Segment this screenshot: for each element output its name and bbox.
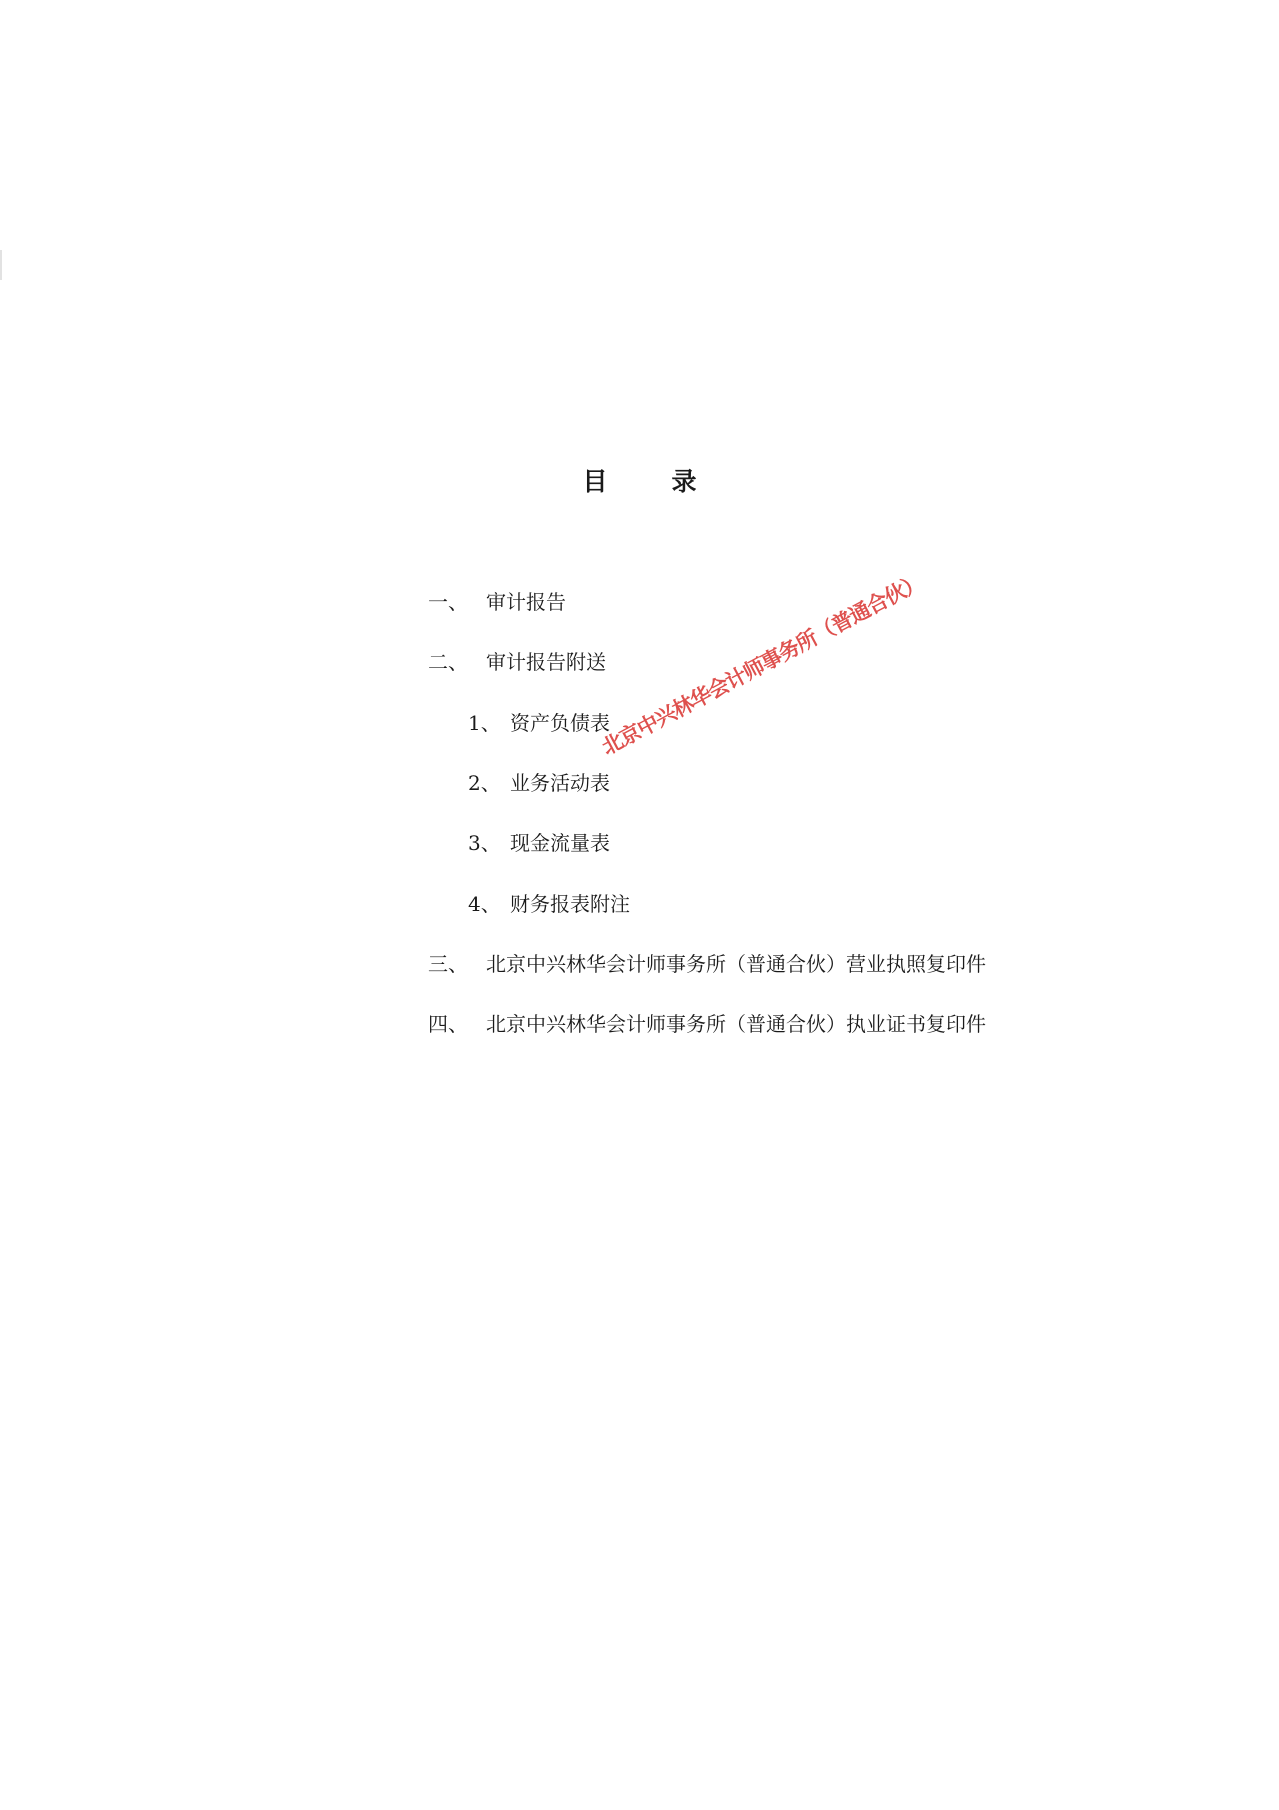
toc-item-text: 财务报表附注 [510, 892, 630, 916]
toc-item-number: 三、 [428, 952, 468, 976]
toc-item-number: 一、 [428, 590, 468, 614]
scan-edge-mark [0, 250, 8, 280]
title-char-2: 录 [671, 467, 697, 496]
toc-item-text: 现金流量表 [510, 831, 610, 855]
toc-subitem-2 [468, 771, 610, 795]
toc-item-4 [428, 1012, 986, 1036]
toc-item-number: 四、 [428, 1012, 468, 1036]
toc-item-3 [428, 952, 986, 976]
toc-item-number: 1、 [468, 711, 501, 735]
title-char-1: 目 [582, 467, 608, 496]
toc-subitem-4 [468, 892, 630, 916]
toc-item-text: 业务活动表 [510, 771, 610, 795]
toc-item-text: 北京中兴林华会计师事务所（普通合伙）执业证书复印件 [486, 1012, 986, 1036]
toc-item-1 [428, 590, 566, 614]
toc-item-number: 4、 [468, 892, 501, 916]
toc-item-text: 资产负债表 [510, 711, 610, 735]
page-title [0, 462, 1279, 498]
toc-item-2 [428, 650, 606, 674]
toc-item-text: 北京中兴林华会计师事务所（普通合伙）营业执照复印件 [486, 952, 986, 976]
toc-item-text: 审计报告附送 [486, 650, 606, 674]
toc-subitem-3 [468, 831, 610, 855]
toc-item-number: 2、 [468, 771, 501, 795]
toc-item-text: 审计报告 [486, 590, 566, 614]
firm-seal-stamp: 北京中兴林华会计师事务所（普通合伙） [597, 569, 928, 760]
toc-item-number: 二、 [428, 650, 468, 674]
toc-item-number: 3、 [468, 831, 501, 855]
toc-subitem-1 [468, 711, 610, 735]
